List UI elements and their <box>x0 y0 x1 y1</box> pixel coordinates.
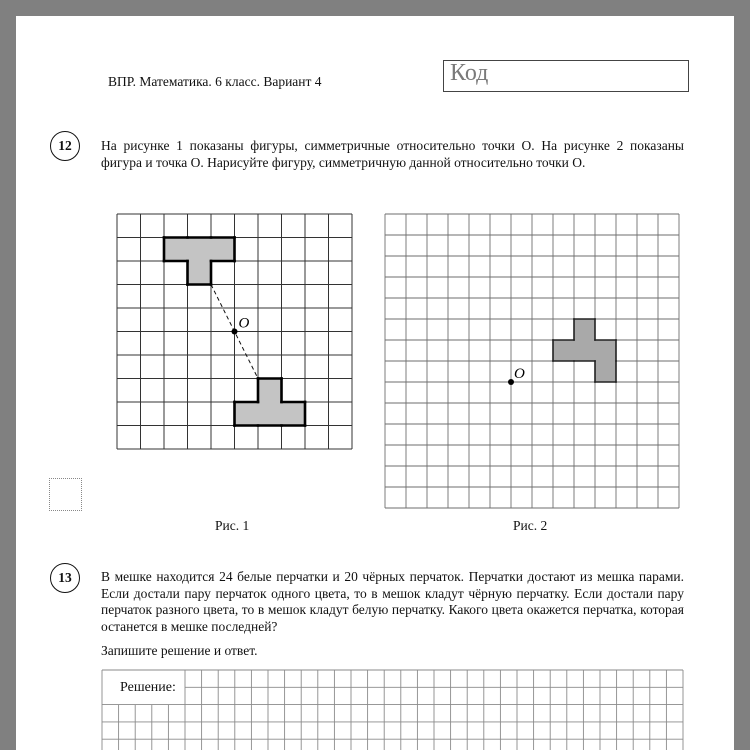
figure-1-top-shape <box>164 238 235 285</box>
point-o-label: O <box>514 366 525 382</box>
code-label: Код <box>450 60 489 86</box>
task13-text <box>101 569 684 635</box>
task13-instruction: Запишите решение и ответ. <box>101 643 258 658</box>
figure-1-caption: Рис. 1 <box>215 518 250 533</box>
figure-2-grid[interactable] <box>385 214 680 509</box>
task12-statement: На рисунке 1 показаны фигуры, симметричные относительно точки O. На рисунке 2 показаны фигура и точка O. Нарисуйте фигуру, симметричную данной относительно точки O. <box>101 138 684 170</box>
task-number-13: 13 <box>50 563 80 593</box>
point-o-marker <box>232 329 238 335</box>
task13-statement: В мешке находится 24 белые перчатки и 20 чёрных перчаток. Перчатки достают из мешка парами. Если достали пару перчаток одного цвета, то в мешок кладут чёрную перчатку. Если достали пару перчаток разного цвета, то в мешок кладут белую перчатку. Какого цвета окажется перчатка, которая останется в мешке последней? <box>101 569 684 634</box>
score-box <box>49 478 82 511</box>
task12-text <box>101 138 684 171</box>
figure-1-grid <box>117 214 353 452</box>
solution-answer-grid[interactable] <box>102 670 684 750</box>
exam-page <box>16 16 734 750</box>
page-header-title: ВПР. Математика. 6 класс. Вариант 4 <box>108 74 322 89</box>
point-o-label: O <box>238 315 250 332</box>
code-input-box[interactable] <box>443 60 689 92</box>
figure-2-caption: Рис. 2 <box>513 518 548 533</box>
solution-label: Решение: <box>120 680 176 695</box>
figure-2-shape <box>553 319 616 382</box>
task-number-12: 12 <box>50 131 80 161</box>
figure-1-bottom-shape <box>235 379 306 426</box>
